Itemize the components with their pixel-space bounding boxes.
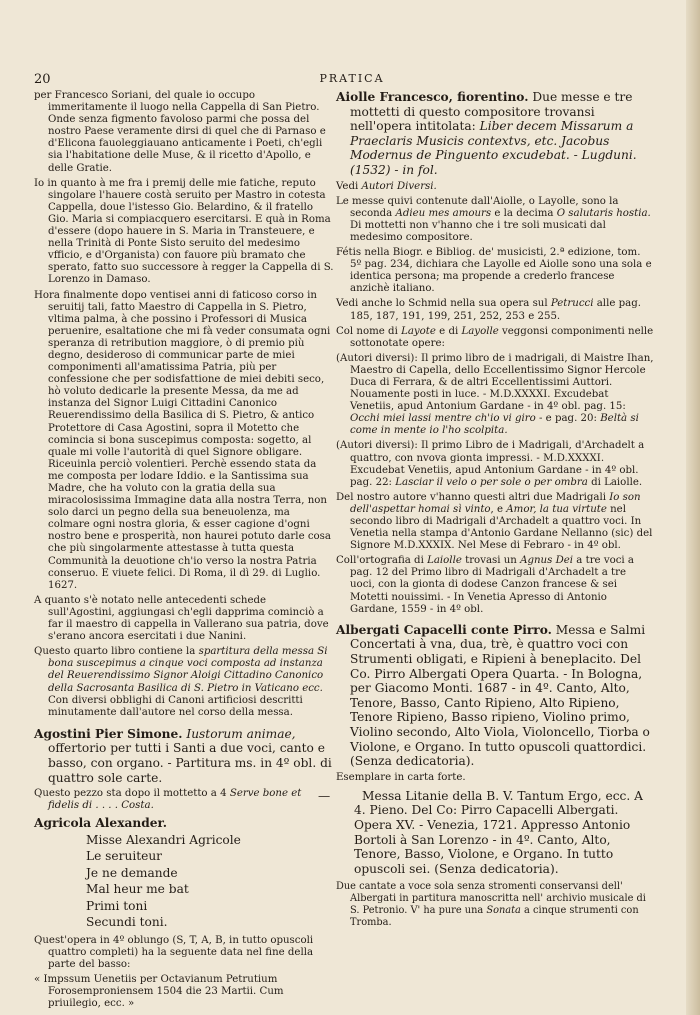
text: Messa Litanie della B. V. Tantum Ergo, ecc. A 4. Pieno. Del Co: Pirro Capacelli Albergati. Opera XV. - Venezia, 1721. Appresso Antonio Bortoli à San Lorenzo - in 4º. Canto, Alto, Tenore, Basso, Violone, e Organo. In tutto opuscoli sei. (Senza dedicatoria). <box>354 788 643 876</box>
text: Vedi <box>336 180 362 192</box>
paragraph-io-in-quanto: Io in quanto à me fra i premij delle mie fatiche, reputo singolare l'hauere costà seruito per Mastro in cotesta Cappella, doue l'istesso Gio. Belardino, & il fratello Gio. Maria si compiacquero esercitarsi. E quà in Roma d'essere (dopo hauere in S. Maria in Transteuere, e nella Trinità di Ponte Sisto seruito del medesimo vfficio, e d'Organista) con fauore più bramato che sperato, fatto suo successore à regger la Cappella di S. Lorenzo in Damaso. <box>34 177 334 286</box>
entry-heading-agricola: Agricola Alexander. <box>34 816 168 831</box>
agricola-title-line: Primi toni <box>86 898 148 913</box>
text: Coll'ortografia di <box>336 555 428 567</box>
text: Col nome di <box>336 325 402 337</box>
italic-text: Sonata <box>486 904 521 916</box>
entry-heading-agostini: Agostini Pier Simone. <box>34 726 183 741</box>
paragraph-schmid <box>336 298 654 322</box>
italic-text: Iustorum animae, <box>186 726 296 741</box>
paragraph-autori-diversi-2 <box>336 440 654 488</box>
italic-text: Agnus Dei <box>520 555 574 567</box>
italic-text: Lasciar il velo o per sole o per ombra <box>395 476 588 488</box>
italic-text: Adieu mes amours <box>395 207 492 219</box>
paragraph-fetis: Fétis nella Biogr. e Bibliog. de' musicisti, 2.ª edizione, tom. 5º pag. 234, dichiara che Layolle ed Aiolle sono una sola e identica persona; ma propende a crederlo francese anzichè italiano. <box>336 247 652 295</box>
italic-text: Occhi miei lassi mentre ch'io vi giro <box>350 413 536 425</box>
text: e la decima <box>491 207 557 219</box>
paragraph-esemplare: Esemplare in carta forte. <box>336 771 466 783</box>
paragraph-letter-continuation: per Francesco Soriani, del quale io occupo immeritamente il luogo nella Cappella di San Pietro. Onde senza figmento favoloso parmi che possa del nostro Paese veramente dirsi di quel che di Parnaso e d'Elicona fauoleggiauano anticamente i Poeti, ch'egli sia l'habitatione delle Muse, & il ricetto d'Apollo, e delle Gratie. <box>34 90 326 174</box>
italic-text: Beltà si come in mente io l'ho scolpita. <box>350 413 639 437</box>
text: Di mottetti non v'hanno che i tre soli musicati dal medesimo compositore. <box>350 219 606 243</box>
running-title: PRATICA <box>319 72 385 85</box>
text: nel secondo libro di Madrigali d'Archadelt a quattro voci. In Venetia nella stampa d'Antonio Gardane Nellanno (sic) del Signore M.D.XXXIX. Nel Mese di Febraro - in 4º obl. <box>350 503 653 552</box>
agricola-title-block <box>34 832 334 931</box>
entry-agostini <box>34 727 334 785</box>
text: trovasi un <box>461 555 521 567</box>
paragraph-questo-quarto-libro <box>34 646 334 719</box>
paragraph-del-nostro-autore <box>336 492 654 552</box>
italic-text: Layolle <box>461 325 499 337</box>
paragraph-agricola-description: Quest'opera in 4º oblungo (S, T, A, B, in tutto opuscoli quattro completi) ha la seguente data nel fine della parte del basso: <box>34 934 314 971</box>
note-agostini <box>34 788 334 812</box>
italic-text: Petrucci <box>550 298 594 310</box>
text: (Autori diversi): Il primo libro de i madrigali, di Maistre Ihan, Maestro di Capella, dello Eccellentissimo Signor Hercole Duca di Ferrara, & de altri Eccellentissimi Auttori. Nouamente posti in luce. - M.D.XXXXI. Excudebat Venetiis, apud Antonium Gardane - in 4º obl. pag. 15: <box>336 352 654 413</box>
text: offertorio per tutti i Santi a due voci, canto e basso, con organo. - Partitura ms. in 4º obl. di quattro sole carte. <box>48 741 332 785</box>
agricola-title-line: Le seruiteur <box>86 849 163 864</box>
entry-aiolle <box>336 90 654 178</box>
text: Messa e Salmi Concertati à vna, dua, trè, è quattro voci con Strumenti obligati, e Ripieni à beneplacito. Del Co. Pirro Albergati Opera Quarta. - In Bologna, per Giacomo Monti. 1687 - in 4º. Canto, Alto, Tenore, Basso, Canto Ripieno, Alto Ripieno, Tenore Ripieno, Basso ripieno, Violino primo, Violino secondo, Alto Viola, Violoncello, Tiorba o Violone, e Organo. In tutto opuscoli quattordici. (Senza dedicatoria). <box>350 622 650 769</box>
text: di Laiolle. <box>587 476 643 488</box>
italic-text: Amor, la tua virtute <box>506 503 607 515</box>
paragraph-col-nome <box>336 326 654 350</box>
entry-messa-litanie <box>318 788 654 877</box>
italic-text: Serve bone et fidelis di . . . . Costa. <box>48 788 302 812</box>
paragraph-ortografia <box>336 555 654 615</box>
page-number: 20 <box>34 72 51 87</box>
text: Questo quarto libro contiene la <box>34 646 199 658</box>
paragraph-le-messe <box>336 196 654 244</box>
paragraph-autori-diversi-1 <box>336 353 654 438</box>
text: Questo pezzo sta dopo il mottetto a 4 <box>34 788 230 800</box>
text: Due messe e tre mottetti di questo compositore trovansi nell'opera intitolata: <box>350 90 633 134</box>
text: e di <box>435 325 462 337</box>
text: alle pag. 185, 187, 191, 199, 251, 252, 253 e 255. <box>350 298 641 322</box>
left-column <box>34 90 334 1013</box>
italic-text: Layote <box>401 325 436 337</box>
text: Vedi anche lo Schmid nella sua opera sul <box>336 298 551 310</box>
paragraph-a-quanto: A quanto s'è notato nelle antecedenti schede sull'Agostini, aggiungasi ch'egli dapprima cominciò a far il maestro di cappella in Vallerano sua patria, dove s'erano ancora esercitati i due Nanini. <box>34 594 329 643</box>
agricola-title-line: Mal heur me bat <box>86 882 189 897</box>
entry-heading-albergati: Albergati Capacelli conte Pirro. <box>336 622 552 637</box>
italic-text: O salutaris hostia. <box>556 207 651 219</box>
page-spine-shadow <box>686 0 700 1015</box>
agricola-title-line: Secundi toni. <box>86 915 168 930</box>
ditto-dash: — <box>318 788 331 803</box>
text: Del nostro autore v'hanno questi altri due Madrigali <box>336 491 610 503</box>
text: veggonsi componimenti nelle sottonotate opere: <box>350 325 654 349</box>
italic-text: spartitura della messa Si bona suscepimus a cinque voci composta ad instanza del Reuerendissimo Signor Aloigi Cittadino Canonico della Sacrosanta Basilica di S. Pietro in Vaticano ecc. <box>48 646 328 694</box>
italic-text: Laiolle <box>427 555 462 567</box>
agricola-title-line: Misse Alexandri Agricole <box>86 832 241 847</box>
agricola-title-line: Je ne demande <box>86 865 178 880</box>
entry-albergati <box>336 623 654 769</box>
italic-text: Autori Diversi. <box>361 180 437 192</box>
text: a tre voci a pag. 12 del Primo libro di Madrigali d'Archadelt a tre uoci, con la gionta di dodese Canzon francese & sei Motetti nouissimi. - In Venetia Apresso di Antonio Gardane, 1559 - in 4º obl. <box>350 555 634 615</box>
italic-text: Liber decem Missarum a Praeclaris Musicis contextvs, etc. Jacobus Modernus de Pinguento excudebat. - Lugduni. (1532) - in fol. <box>350 119 637 177</box>
text: , e <box>490 503 507 515</box>
text: Con diversi obblighi di Canoni artificiosi descritti minutamente dall'autore nel corso della messa. <box>48 694 303 718</box>
text: Le messe quivi contenute dall'Aiolle, o Layolle, sono la seconda <box>336 195 619 219</box>
page-header <box>34 72 670 92</box>
paragraph-vedi <box>336 181 654 193</box>
text: a cinque strumenti con Tromba. <box>350 904 639 928</box>
text: Due cantate a voce sola senza stromenti conservansi dell' Albergati in partitura manoscritta nell' archivio musicale di S. Petronio. V' ha pure una <box>336 881 646 916</box>
right-column <box>318 90 654 932</box>
entry-heading-aiolle: Aiolle Francesco, fiorentino. <box>336 90 529 104</box>
paragraph-hora-finalmente: Hora finalmente dopo ventisei anni di faticoso corso in seruitij tali, fatto Maestro di Cappella in S. Pietro, vltima palma, à che possino i Professori di Musica peruenire, esaltatione che mi fà veder consumata ogni speranza di retribution maggiore, ò di premio più degno, desideroso di communicar parte de miei componimenti all'amatissima Patria, più per confessione che per sodisfattione de miei debiti seco, hò voluto dedicarle la presente Messa, da me ad instanza del Signor Luigi Cittadini Canonico Reuerendissimo della Basilica di S. Pietro, & antico Protettore di Casa Agostini, sopra il Motetto che comincia si bona suscepimus composta: sogetto, al quale mi volle l'autorità di quel Signore obligare. Riceuinla perciò volentieri. Perchè essendo stata da me composta per lodare Iddio. e la Santissima sua Madre, che ha voluto con la gratia della sua miracolosissima Immagine data alla nostra Terra, non solo darci un pegno della sua beneuolenza, ma colmare ogni nostra gloria, & esser cagione d'ogni nostro bene e prosperità, non haurei potuto darle cosa che più singolarmente attestasse à tutta questa Communità la deuotione ch'io verso la nostra Patria conseruo. E viuete felici. Di Roma, il dì 29. di Luglio. 1627. <box>34 289 331 591</box>
paragraph-agricola-colophon: « Impssum Uenetiis per Octavianum Petrutium Forosemproniensem 1504 die 23 Martii. Cum priuilegio, ecc. » <box>34 974 284 1010</box>
paragraph-due-cantate <box>336 881 654 928</box>
text: (Autori diversi): Il primo Libro de i Madrigali, d'Archadelt a quattro, con nvova gionta impressi. - M.D.XXXXI. Excudebat Venetiis, apud Antonium Gardane - in 4º obl. pag. 22: <box>336 440 645 488</box>
italic-text: Io son dell'aspettar homai sì vinto <box>350 491 641 515</box>
text: - e pag. 20: <box>535 413 601 425</box>
